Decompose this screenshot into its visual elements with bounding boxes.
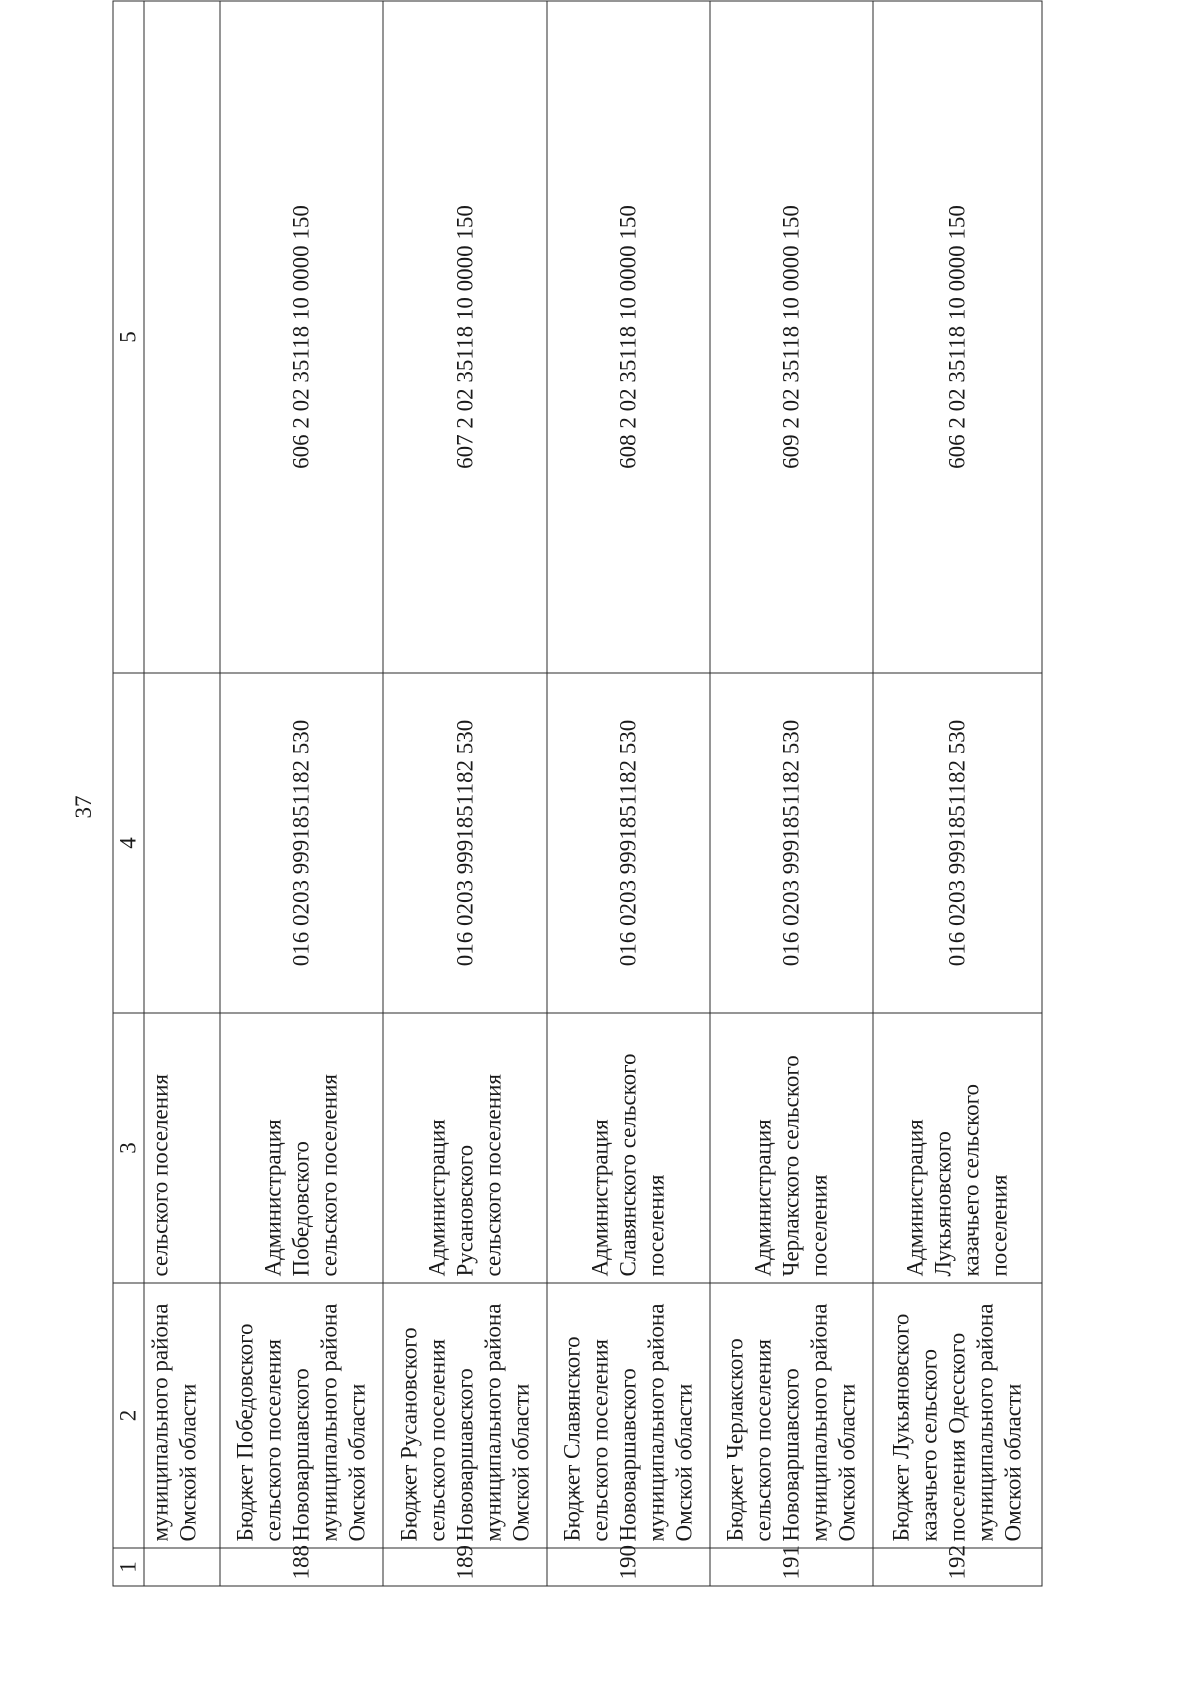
budget-name-line: муниципального района xyxy=(480,1303,506,1542)
budget-name-line: Бюджет Черлакского xyxy=(722,1338,748,1542)
row-number: 192 xyxy=(873,1548,1042,1586)
administrator-line: сельского поселения xyxy=(480,1074,506,1277)
administrator-line: сельского поселения xyxy=(316,1074,342,1277)
administrator-cell xyxy=(547,1013,710,1283)
administrator-line: поселения xyxy=(643,1174,669,1277)
code-column-5: 607 2 02 35118 10 0000 150 xyxy=(383,1,546,673)
header-col-1: 1 xyxy=(113,1548,144,1586)
administrator-cell xyxy=(710,1013,873,1283)
budget-name-line: сельского поселения xyxy=(587,1339,613,1542)
budget-name-line: муниципального района xyxy=(643,1303,669,1542)
table-row xyxy=(547,1,710,1586)
header-col-2: 2 xyxy=(113,1283,144,1548)
budget-name-line: сельского поселения xyxy=(424,1339,450,1542)
row-number: 190 xyxy=(547,1548,710,1586)
budget-name-line: Омской области xyxy=(1000,1383,1026,1542)
budget-name-line: Бюджет Лукьяновского xyxy=(888,1313,914,1542)
budget-name-cell xyxy=(547,1283,710,1548)
header-col-4: 4 xyxy=(113,673,144,1013)
administrator-line: Администрация xyxy=(587,1119,613,1277)
page-number: 37 xyxy=(71,795,96,819)
budget-name-line: Нововаршавского xyxy=(288,1368,314,1542)
budget-name-line: Омской области xyxy=(834,1383,860,1542)
administrator-line: Администрация xyxy=(902,1119,928,1277)
administrator-cell xyxy=(220,1013,383,1283)
code-column-4: 016 0203 9991851182 530 xyxy=(220,673,383,1013)
budget-name-cell xyxy=(383,1283,546,1548)
administrator-cell xyxy=(144,1013,220,1283)
administrator-line: Администрация xyxy=(750,1119,776,1277)
budget-name-cell xyxy=(144,1283,220,1548)
table-row xyxy=(873,1,1042,1586)
code-column-4: 016 0203 9991851182 530 xyxy=(383,673,546,1013)
table-row xyxy=(144,1,220,1586)
budget-name-line: Омской области xyxy=(508,1383,534,1542)
budget-name-line: Бюджет Русановского xyxy=(396,1327,422,1542)
administrator-line: Администрация xyxy=(260,1119,286,1277)
budget-name-line: Нововаршавского xyxy=(778,1368,804,1542)
administrator-cell xyxy=(873,1013,1042,1283)
code-column-4 xyxy=(144,673,220,1013)
administrator-line: поселения xyxy=(986,1174,1012,1277)
row-number: 188 xyxy=(220,1548,383,1586)
table-row xyxy=(383,1,546,1586)
budget-name-line: муниципального района xyxy=(972,1303,998,1542)
code-column-4: 016 0203 9991851182 530 xyxy=(547,673,710,1013)
budget-name-line: Нововаршавского xyxy=(615,1368,641,1542)
administrator-line: Черлакского сельского xyxy=(778,1055,804,1277)
budget-name-line: Бюджет Славянского xyxy=(559,1336,585,1542)
rotated-table-container xyxy=(113,2,1043,1587)
code-column-5: 606 2 02 35118 10 0000 150 xyxy=(873,1,1042,673)
budget-name-cell xyxy=(710,1283,873,1548)
budget-name-line: Нововаршавского xyxy=(452,1368,478,1542)
row-number: 191 xyxy=(710,1548,873,1586)
budget-name-line: Омской области xyxy=(344,1383,370,1542)
budget-name-cell xyxy=(873,1283,1042,1548)
administrator-cell xyxy=(383,1013,546,1283)
budget-name-line: сельского поселения xyxy=(260,1339,286,1542)
header-col-3: 3 xyxy=(113,1013,144,1283)
administrator-line: Славянского сельского xyxy=(615,1053,641,1277)
row-number xyxy=(144,1548,220,1586)
code-column-4: 016 0203 9991851182 530 xyxy=(710,673,873,1013)
administrator-line: сельского поселения xyxy=(147,1074,173,1277)
code-column-5: 608 2 02 35118 10 0000 150 xyxy=(547,1,710,673)
budget-name-cell xyxy=(220,1283,383,1548)
budget-name-line: поселения Одесского xyxy=(944,1332,970,1542)
budget-name-line: Омской области xyxy=(175,1383,201,1542)
administrator-line: казачьего сельского xyxy=(958,1083,984,1277)
budget-name-line: казачьего сельского xyxy=(916,1348,942,1542)
budget-name-line: муниципального района xyxy=(806,1303,832,1542)
budget-name-line: сельского поселения xyxy=(750,1339,776,1542)
administrator-line: Администрация xyxy=(424,1119,450,1277)
header-row xyxy=(113,1,144,1586)
administrator-line: Победовского xyxy=(288,1141,314,1277)
row-number: 189 xyxy=(383,1548,546,1586)
table-row xyxy=(710,1,873,1586)
table-row xyxy=(220,1,383,1586)
administrator-line: Лукьяновского xyxy=(930,1131,956,1277)
budget-name-line: муниципального района xyxy=(316,1303,342,1542)
budget-table xyxy=(113,1,1043,1587)
code-column-5: 606 2 02 35118 10 0000 150 xyxy=(220,1,383,673)
header-col-5: 5 xyxy=(113,1,144,673)
administrator-line: поселения xyxy=(806,1174,832,1277)
administrator-line: Русановского xyxy=(452,1144,478,1277)
budget-name-line: Омской области xyxy=(671,1383,697,1542)
budget-name-line: муниципального района xyxy=(147,1303,173,1542)
code-column-5 xyxy=(144,1,220,673)
budget-name-line: Бюджет Победовского xyxy=(232,1323,258,1542)
code-column-5: 609 2 02 35118 10 0000 150 xyxy=(710,1,873,673)
code-column-4: 016 0203 9991851182 530 xyxy=(873,673,1042,1013)
